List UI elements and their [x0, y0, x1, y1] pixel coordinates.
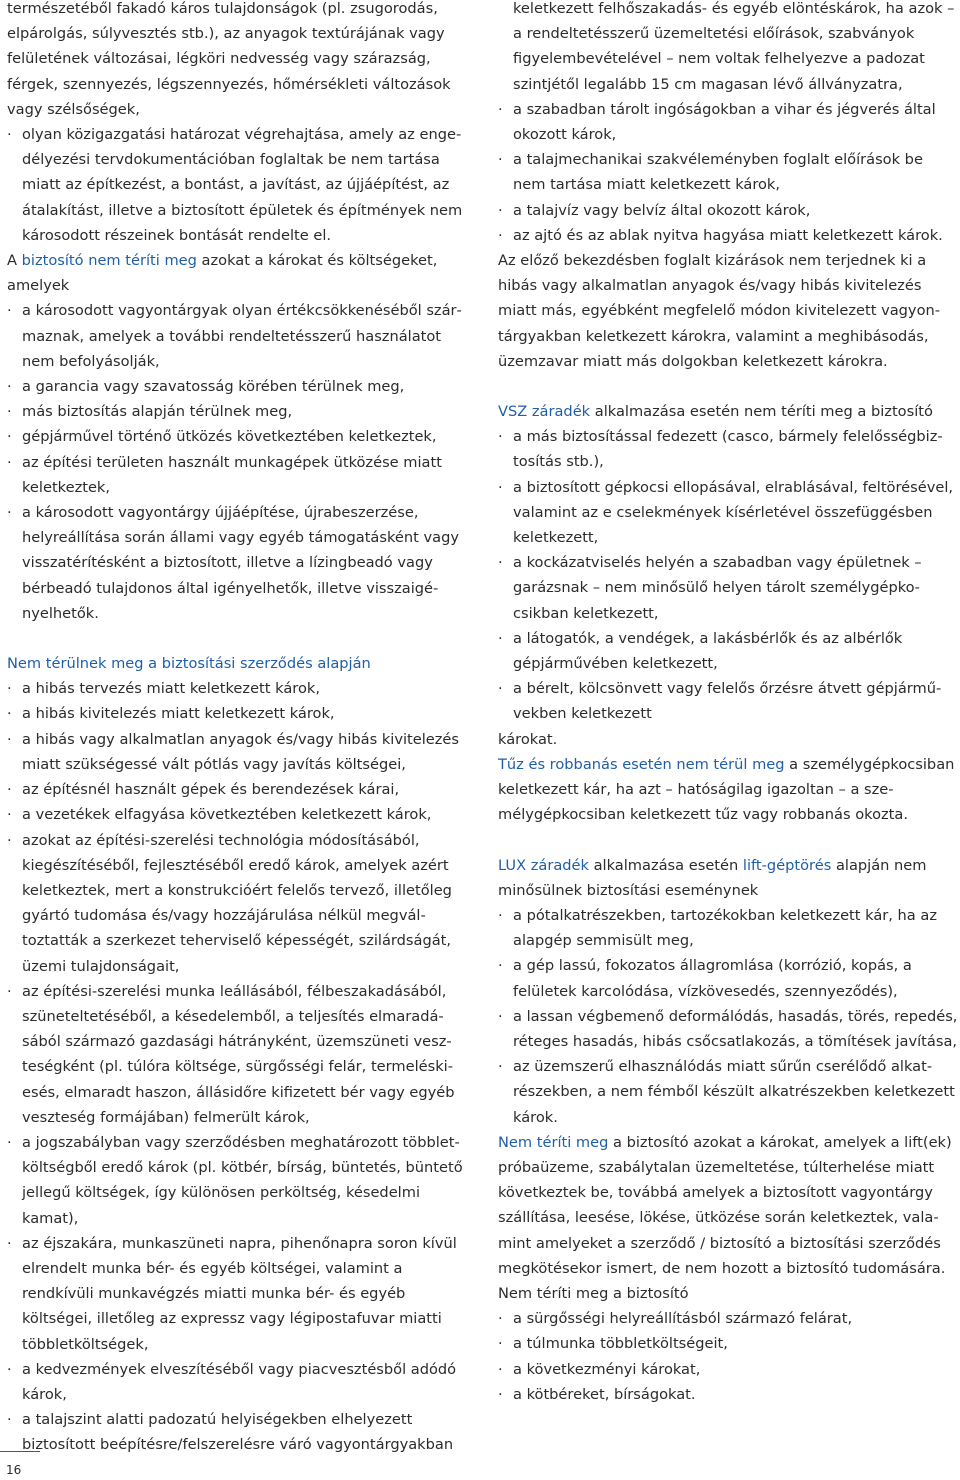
fire-explosion-paragraph: Tűz és robbanás esetén nem térül meg a személygépkocsiban keletkezett kár, ha azt – hatóságilag igazoltan – a személygépkocsiban keletkezett tűz vagy robbanás okozta. [498, 755, 955, 824]
list-item: · a vezetékek elfagyása következtében keletkezett károk, [7, 802, 469, 827]
list-item: · a hibás vagy alkalmatlan anyagok és/vagy hibás kivitelezés miatt szükségessé vált pótlás vagy javítás költségei, [7, 727, 469, 777]
bullet-list-vsz [498, 424, 958, 726]
list-item: · az építési-szerelési munka leállásából, félbeszakadásából, szüneteltetéséből, a késedelemből, a teljesítés elmaradásából származó gazdasági hátrányként, üzemszüneti veszteségként (pl. túlóra költsége, sürgősségi felár, termeléskiesés, elmaradt haszon, állásidőre kifizetett bér vagy egyéb veszteség formájában) felmerült károk, [7, 979, 469, 1130]
list-item: · a kötbéreket, bírságokat. [498, 1382, 958, 1407]
list-item: · a biztosított gépkocsi ellopásával, elrablásával, feltörésével, valamint az e cselekmények kísérletével összefüggésben keletkezett, [498, 475, 958, 551]
spacer [498, 828, 958, 853]
spacer [7, 626, 469, 651]
highlight-phrase: LUX záradék [498, 856, 589, 874]
highlight-phrase: lift-géptörés [742, 856, 832, 874]
exclusion-paragraph: Az előző bekezdésben foglalt kizárások nem terjednek ki a hibás vagy alkalmatlan anyagok és/vagy hibás kivitelezés miatt más, egyébként megfelelő módon kivitelezett vagyontárgyakban keletkezett károkra, valamint a meghibásodás, üzemzavar miatt más dolgokban keletkezett károkra. [498, 252, 941, 370]
list-item: · a látogatók, a vendégek, a lakásbérlők és az albérlők gépjárművében keletkezett, [498, 626, 958, 676]
list-item: · a hibás tervezés miatt keletkezett károk, [7, 676, 469, 701]
list-item: · a lassan végbemenő deformálódás, hasadás, törés, repedés, réteges hasadás, hibás csőcsatlakozás, a tömítések javítása, [498, 1004, 958, 1054]
list-item: · az üzemszerű elhasználódás miatt sűrűn cserélődő alkatrészekben, a nem fémből készült alkatrészekben keletkezett károk. [498, 1054, 958, 1130]
right-column [498, 0, 958, 1407]
bullet-list-not-reimbursed [7, 298, 469, 626]
list-item: · a más biztosítással fedezett (casco, bármely felelősségbiztosítás stb.), [498, 424, 958, 474]
final-lead: Nem téríti meg a biztosító [498, 1284, 689, 1302]
list-item: · az építésnél használt gépek és berendezések kárai, [7, 777, 469, 802]
list-item: · a szabadban tárolt ingóságokban a vihar és jégverés által okozott károk, [498, 97, 958, 147]
bullet-list-continued [498, 0, 958, 248]
list-item: · a jogszabályban vagy szerződésben meghatározott többletköltségből eredő károk (pl. kötbér, bírság, büntetés, büntető jellegű költségek, így különösen perköltség, késedelmi kamat), [7, 1130, 469, 1231]
bullet-list-not-covered [7, 676, 469, 1457]
list-item: · a károsodott vagyontárgy újjáépítése, újrabeszerzése, helyreállítása során állami vagy egyéb támogatásként vagy visszatérítésként a biztosított, illetve a lízingbeadó vagy bérbeadó tulajdonos által igényelhetők, illetve visszaigényelhetők. [7, 500, 469, 626]
list-item: · a pótalkatrészekben, tartozékokban keletkezett kár, ha az alapgép semmisült meg, [498, 903, 958, 953]
list-item: · a bérelt, kölcsönvett vagy felelős őrzésre átvett gépjárművekben keletkezett [498, 676, 958, 726]
list-item: · a gép lassú, fokozatos állagromlása (korrózió, kopás, a felületek karcolódása, vízkövesedés, szennyeződés), [498, 953, 958, 1003]
list-item: · az ajtó és az ablak nyitva hagyása miatt keletkezett károk. [498, 223, 958, 248]
bullet-list-administrative [7, 122, 469, 248]
section-heading: Nem térülnek meg a biztosítási szerződés alapján [7, 655, 371, 673]
lux-clause-intro: LUX záradék alkalmazása esetén lift-géptörés alapján nem minősülnek biztosítási eseménynek [498, 856, 927, 899]
list-item: · gépjárművel történő ütközés következtében keletkeztek, [7, 424, 469, 449]
vsz-tail: károkat. [498, 730, 558, 748]
page-number: 16 [6, 1463, 22, 1477]
bullet-list-lux [498, 903, 958, 1130]
highlight-phrase: VSZ záradék [498, 403, 591, 421]
list-item: · a talajvíz vagy belvíz által okozott károk, [498, 198, 958, 223]
highlight-phrase: biztosító nem téríti meg [21, 252, 197, 270]
list-item: · a károsodott vagyontárgyak olyan értékcsökkenéséből származnak, amelyek a további rendeltetésszerű használatot nem befolyásolják, [7, 298, 469, 374]
list-item: · az éjszakára, munkaszüneti napra, pihenőnapra soron kívül elrendelt munka bér- és egyéb költségei, valamint a rendkívüli munkavégzés miatti munka bér- és egyéb költségei, illetőleg az expressz vagy légipostafuvar miatti többletköltségek, [7, 1231, 469, 1357]
list-item: · az építési területen használt munkagépek ütközése miatt keletkeztek, [7, 450, 469, 500]
lift-paragraph: Nem téríti meg a biztosító azokat a károkat, amelyek a lift(ek) próbaüzeme, szabálytalan üzemeltetése, túlterhelése miatt következtek be, továbbá amelyek a biztosított vagyontárgy szállítása, leesése, lökése, ütközése során keletkeztek, valamint amelyeket a szerződő / biztosító a biztosítási szerződés megkötésekor ismert, de nem hozott a biztosító tudomására. [498, 1133, 952, 1277]
list-item: · olyan közigazgatási határozat végrehajtása, amely az engedélyezési tervdokumentációban foglaltak be nem tartása miatt az építkezést, a bontást, a javítást, az újjáépítést, az átalakítást, illetve a biztosított épületek és építmények nem károsodott részeinek bontását rendelte el. [7, 122, 469, 248]
list-item: · a talajszint alatti padozatú helyiségekben elhelyezett biztosított beépítésre/felszerelésre váró vagyontárgyakban [7, 1407, 469, 1457]
footer-rule [0, 1451, 40, 1452]
list-item: · a hibás kivitelezés miatt keletkezett károk, [7, 701, 469, 726]
highlight-phrase: Nem téríti meg [498, 1133, 609, 1151]
vsz-clause-intro: VSZ záradék alkalmazása esetén nem téríti meg a biztosító [498, 403, 933, 421]
spacer [498, 374, 958, 399]
left-column [7, 0, 469, 1458]
list-item: · más biztosítás alapján térülnek meg, [7, 399, 469, 424]
list-item: · a túlmunka többletköltségeit, [498, 1331, 958, 1356]
list-item: · a kockázatviselés helyén a szabadban vagy épületnek – garázsnak – nem minősülő helyen tárolt személygépkocsikban keletkezett, [498, 550, 958, 626]
list-item-continuation: keletkezett felhőszakadás- és egyéb elöntéskárok, ha azok – a rendeltetésszerű üzemeltetési előírások, szabványok figyelembevételével – nem voltak felhelyezve a padozat szintjétől legalább 15 cm magasan lévő állványzatra, [513, 0, 955, 93]
intro-paragraph: természetéből fakadó káros tulajdonságok (pl. zsugorodás, elpárolgás, súlyvesztés stb.), az anyagok textúrájának vagy felületének változásai, légköri nedvesség vagy szárazság, férgek, szennyezés, légszennyezés, hőmérsékleti változások vagy szélsőségek, [7, 0, 451, 118]
bullet-list-final [498, 1306, 958, 1407]
list-item: · a talajmechanikai szakvéleményben foglalt előírások be nem tartása miatt keletkezett károk, [498, 147, 958, 197]
list-item: · a következményi károkat, [498, 1357, 958, 1382]
list-item: · a kedvezmények elveszítéséből vagy piacvesztésből adódó károk, [7, 1357, 469, 1407]
highlight-phrase: Tűz és robbanás esetén nem térül meg [498, 755, 785, 773]
list-item: · azokat az építési-szerelési technológia módosításából, kiegészítéséből, fejlesztéséből eredő károk, amelyek azért keletkeztek, mert a konstrukcióért felelős tervező, illetőleg gyártó tudomása és/vagy hozzájárulása nélkül megváltoztatták a szerkezet teherviselő képességét, szilárdságát, üzemi tulajdonságait, [7, 828, 469, 979]
insurer-not-reimburse-intro: A biztosító nem téríti meg azokat a károkat és költségeket, amelyek [7, 252, 438, 295]
list-item: · a sürgősségi helyreállításból származó felárat, [498, 1306, 958, 1331]
list-item: · a garancia vagy szavatosság körében térülnek meg, [7, 374, 469, 399]
